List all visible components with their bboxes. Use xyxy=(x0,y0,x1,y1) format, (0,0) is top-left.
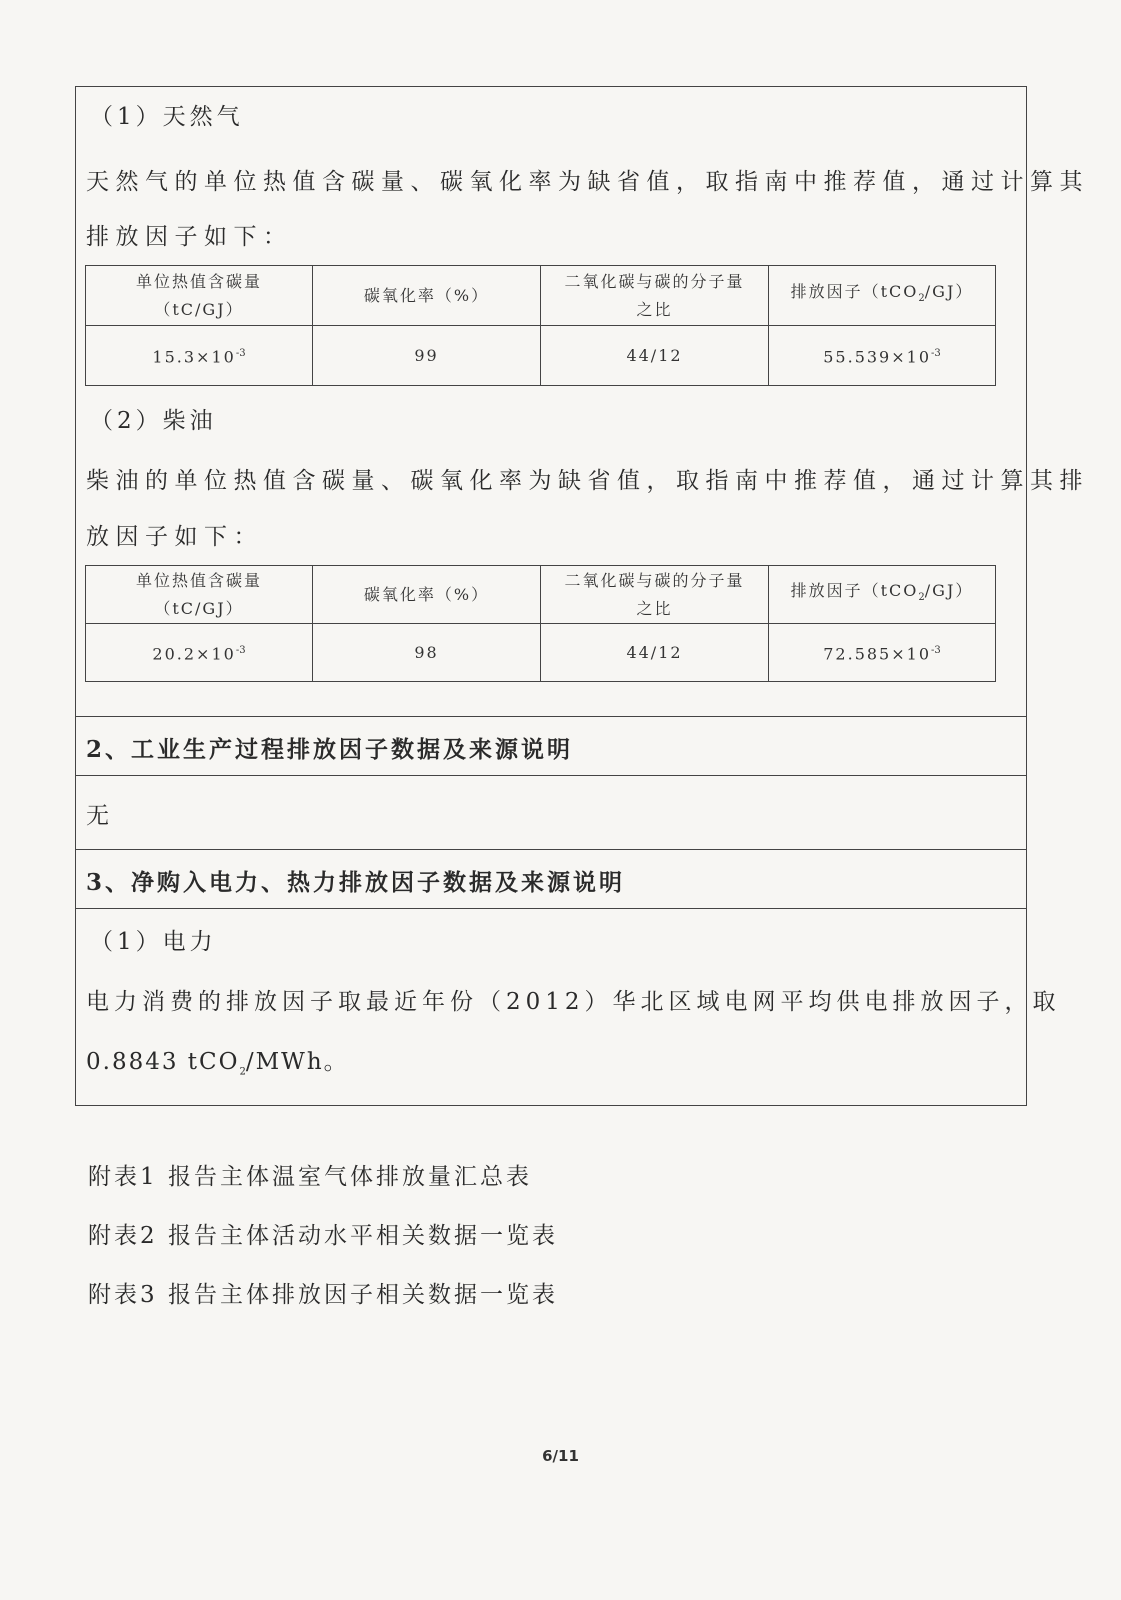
appendix-item: 附表3 报告主体排放因子相关数据一览表 xyxy=(88,1282,558,1308)
cell-oxidation-rate: 98 xyxy=(313,624,541,682)
electricity-paragraph-line1: 电力消费的排放因子取最近年份（2012）华北区域电网平均供电排放因子，取 xyxy=(86,989,1061,1015)
diesel-heading: （2）柴油 xyxy=(90,408,217,434)
appendix-item: 附表2 报告主体活动水平相关数据一览表 xyxy=(88,1223,558,1249)
header-carbon-content: 单位热值含碳量 （tC/GJ） xyxy=(86,566,313,624)
table-header-row xyxy=(86,566,996,624)
table-row xyxy=(86,326,996,386)
divider xyxy=(76,849,1026,850)
cell-carbon-content: $20.2\times 10^{-3}$ xyxy=(86,624,313,682)
gas-paragraph-line1: 天然气的单位热值含碳量、碳氧化率为缺省值，取指南中推荐值，通过计算其 xyxy=(86,169,1089,195)
divider xyxy=(76,775,1026,776)
diesel-paragraph-line1: 柴油的单位热值含碳量、碳氧化率为缺省值，取指南中推荐值，通过计算其排 xyxy=(86,468,1089,494)
header-mw-ratio: 二氧化碳与碳的分子量 之比 xyxy=(541,266,769,326)
header-mw-ratio: 二氧化碳与碳的分子量 之比 xyxy=(541,566,769,624)
cell-oxidation-rate: 99 xyxy=(313,326,541,386)
divider xyxy=(76,716,1026,717)
diesel-factor-table xyxy=(85,565,996,682)
header-carbon-content: 单位热值含碳量 （tC/GJ） xyxy=(86,266,313,326)
appendix-item: 附表1 报告主体温室气体排放量汇总表 xyxy=(88,1164,532,1190)
cell-mw-ratio: 44/12 xyxy=(541,624,769,682)
section2-title: 2、工业生产过程排放因子数据及来源说明 xyxy=(86,736,574,763)
electricity-heading: （1）电力 xyxy=(90,929,217,955)
header-emission-factor: 排放因子（tCO$_2$/GJ） xyxy=(769,566,996,624)
cell-mw-ratio: 44/12 xyxy=(541,326,769,386)
gas-paragraph-line2: 排放因子如下： xyxy=(86,224,293,250)
header-oxidation-rate: 碳氧化率（%） xyxy=(313,566,541,624)
page-number: 6/11 xyxy=(542,1447,579,1465)
section2-content: 无 xyxy=(86,803,113,829)
header-oxidation-rate: 碳氧化率（%） xyxy=(313,266,541,326)
cell-emission-factor: $72.585\times 10^{-3}$ xyxy=(769,624,996,682)
electricity-paragraph-line2: 0.8843 tCO$_2$/MWh。 xyxy=(86,1049,349,1078)
section3-title: 3、净购入电力、热力排放因子数据及来源说明 xyxy=(86,869,626,896)
table-header-row xyxy=(86,266,996,326)
cell-emission-factor: $55.539\times 10^{-3}$ xyxy=(769,326,996,386)
gas-factor-table xyxy=(85,265,996,386)
gas-heading: （1）天然气 xyxy=(90,104,244,130)
divider xyxy=(76,908,1026,909)
diesel-paragraph-line2: 放因子如下： xyxy=(86,524,263,550)
header-emission-factor: 排放因子（tCO$_2$/GJ） xyxy=(769,266,996,326)
table-row xyxy=(86,624,996,682)
cell-carbon-content: $15.3\times 10^{-3}$ xyxy=(86,326,313,386)
